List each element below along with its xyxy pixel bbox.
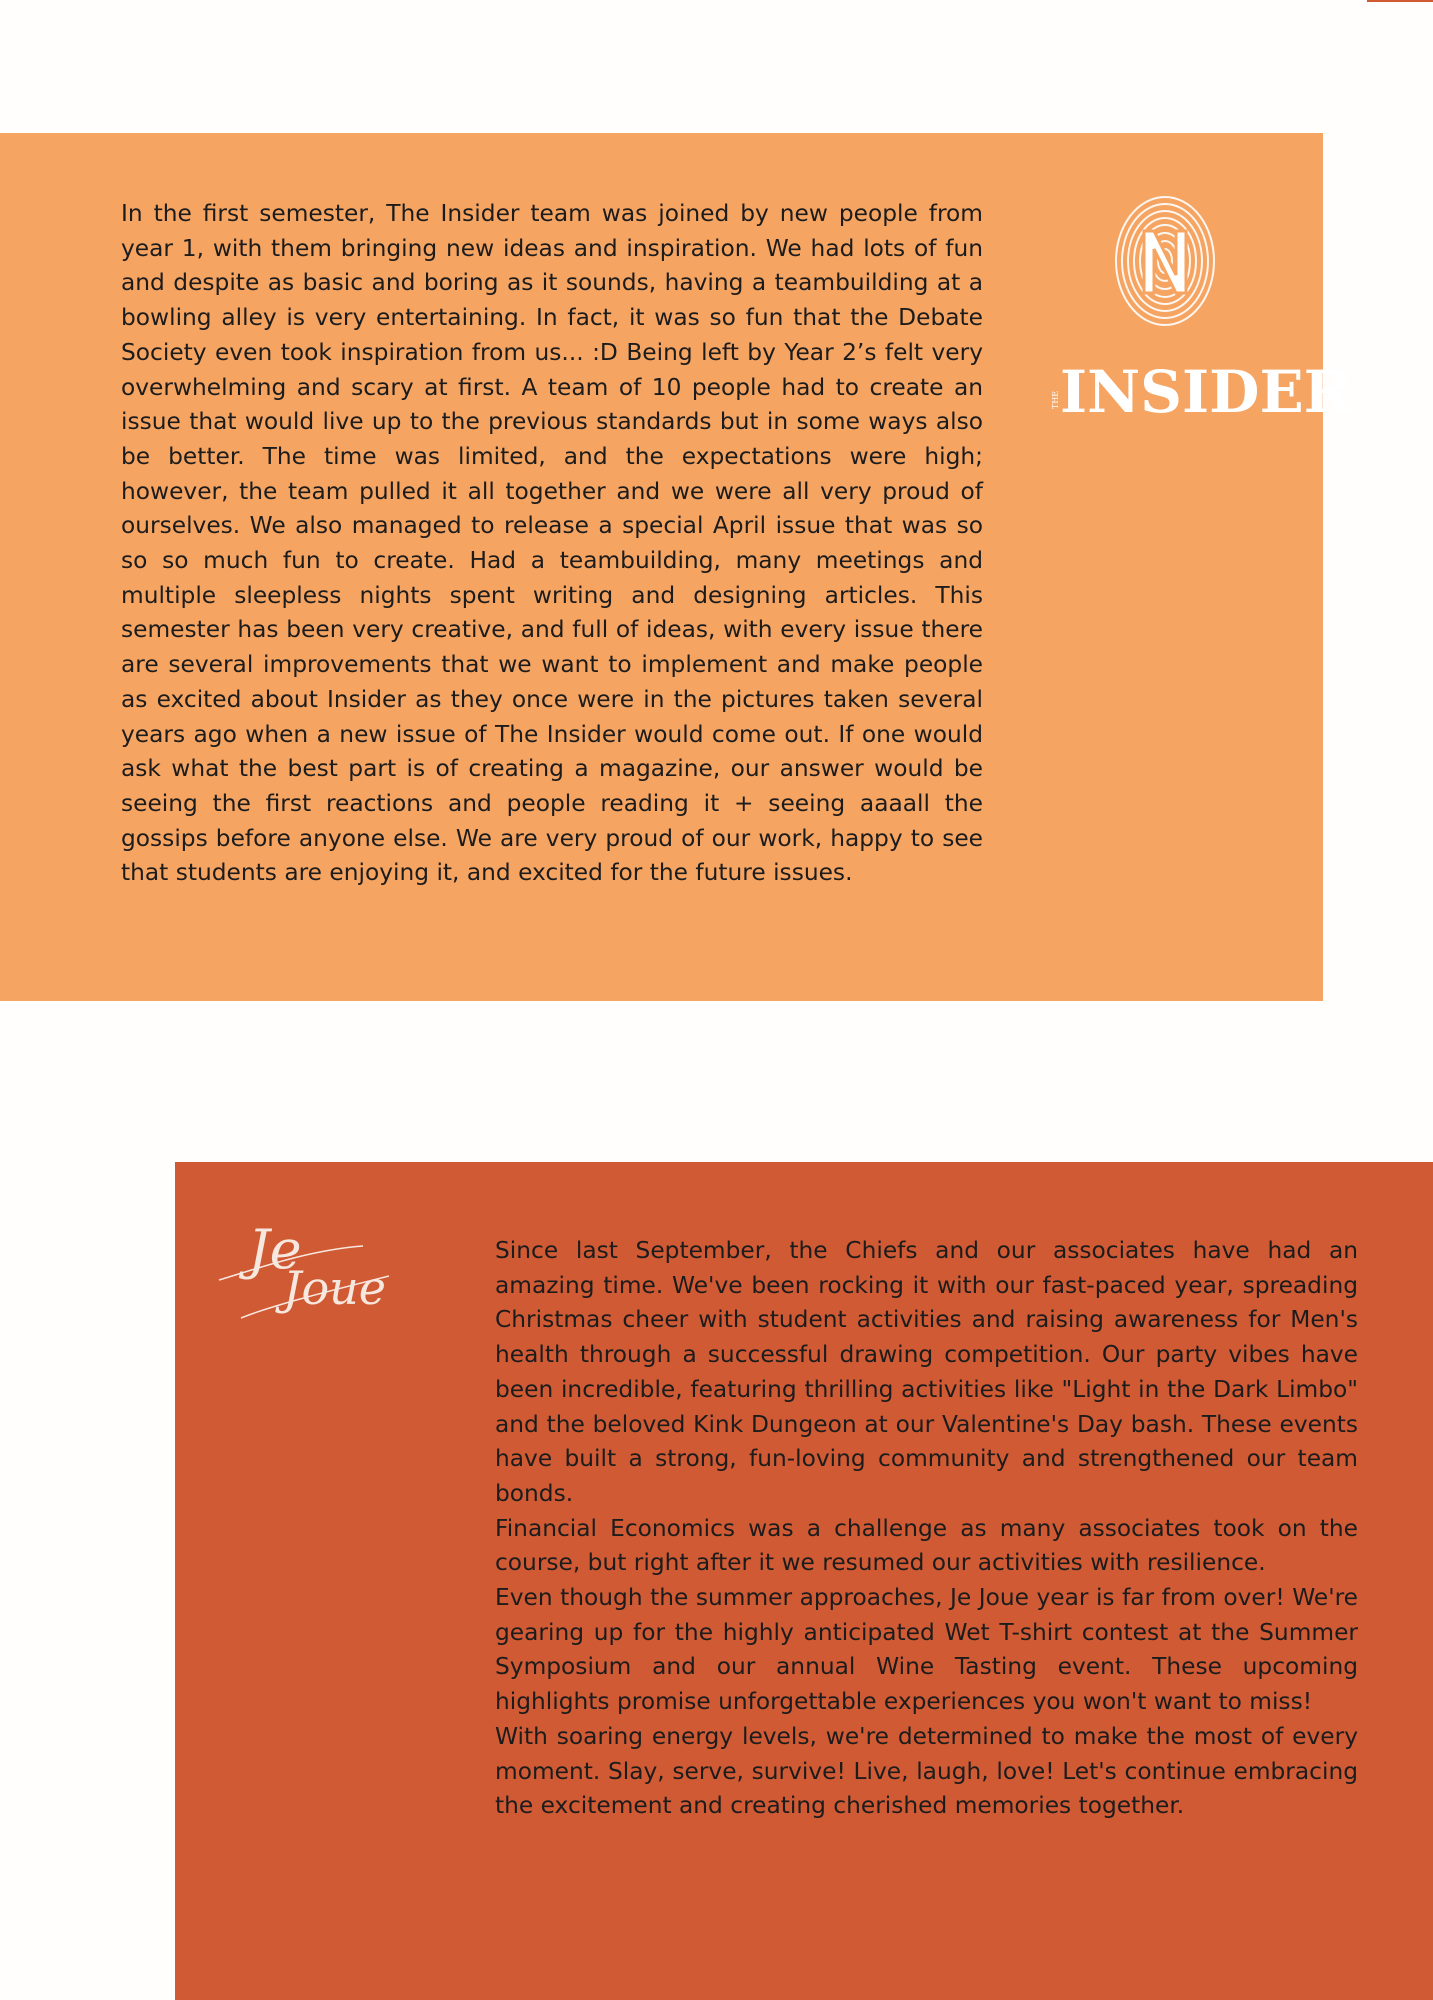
fingerprint-n-icon (1040, 183, 1352, 426)
insider-panel (0, 133, 1352, 1001)
insider-logo-prefix: THE (1051, 390, 1060, 409)
jejoue-body-text (495, 1234, 1358, 1824)
insider-logo (1040, 183, 1352, 426)
jejoue-logo-svg (213, 1200, 395, 1320)
jejoue-paragraph: With soaring energy levels, we're determined to make the most of every moment. Slay, serve, survive! Live, laugh, love! Let's continue embracing the excitement and creating cherished memories together. (495, 1722, 1358, 1820)
insider-body-text: In the first semester, The Insider team was joined by new people from year 1, with them bringing new ideas and inspiration. We had lots of fun and despite as basic and boring as it sounds, having a teambuilding at a bowling alley is very entertaining. In fact, it was so fun that the Debate Society even took inspiration from us... :D Being left by Year 2’s felt very overwhelming and scary at first. A team of 10 people had to create an issue that would live up to the previous standards but in some ways also be better. The time was limited, and the expectations were high; however, the team pulled it all together and we were all very proud of ourselves. We also managed to release a special April issue that was so so so much fun to create. Had a teambuilding, many meetings and multiple sleepless nights spent writing and designing articles. This semester has been very creative, and full of ideas, with every issue there are several improvements that we want to implement and make people as excited about Insider as they once were in the pictures taken several years ago when a new issue of The Insider would come out. If one would ask what the best part is of creating a magazine, our answer would be seeing the first reactions and people reading it + seeing aaaall the gossips before anyone else. We are very proud of our work, happy to see that students are enjoying it, and excited for the future issues. (121, 200, 983, 887)
jejoue-paragraph: Since last September, the Chiefs and our associates have had an amazing time. We've been rocking it with our fast-paced year, spreading Christmas cheer with student activities and raising awareness for Men's health through a successful drawing competition. Our party vibes have been incredible, featuring thrilling activities like "Light in the Dark Limbo" and the beloved Kink Dungeon at our Valentine's Day bash. These events have built a strong, fun-loving community and strengthened our team bonds. (495, 1237, 1358, 1507)
jejoue-logo-line2: Joue (283, 1261, 386, 1315)
jejoue-paragraph: Even though the summer approaches, Je Joue year is far from over! We're gearing up for the highly anticipated Wet T-shirt contest at the Summer Symposium and our annual Wine Tasting event. These upcoming highlights promise unforgettable experiences you won't want to miss! (495, 1584, 1358, 1716)
insider-logo-word: INSIDER (1060, 358, 1352, 426)
jejoue-logo (213, 1200, 395, 1320)
corner-accent (1367, 0, 1433, 2)
jejoue-paragraph: Financial Economics was a challenge as many associates took on the course, but right after it we resumed our activities with resilience. (495, 1514, 1358, 1577)
jejoue-panel (175, 1162, 1433, 2000)
jejoue-logo-line1: Je (248, 1218, 302, 1281)
